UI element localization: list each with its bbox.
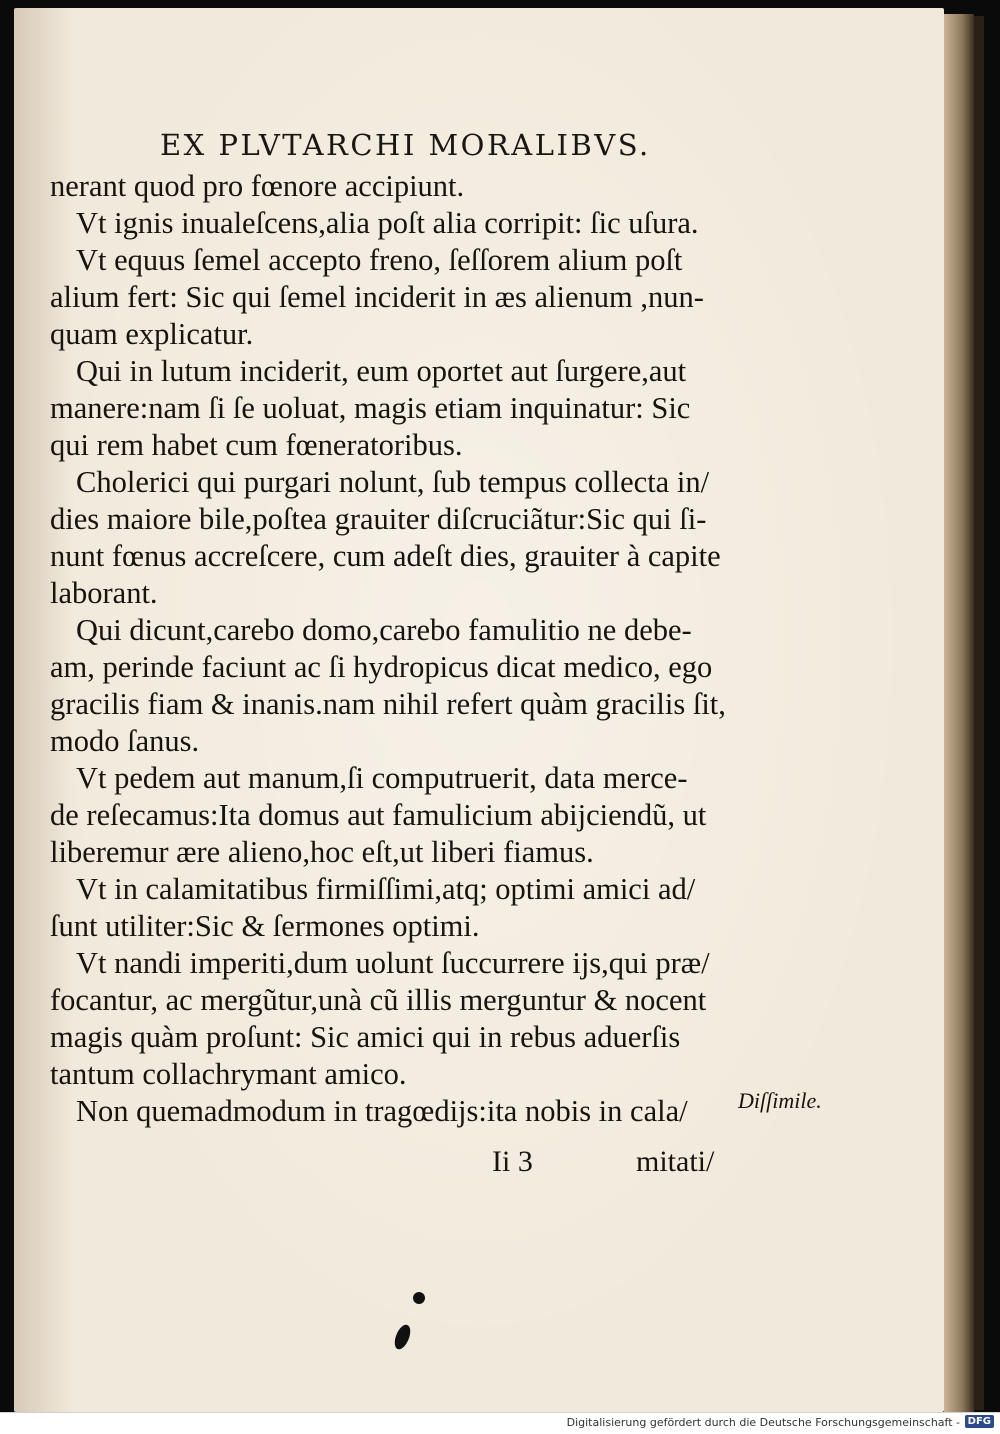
book-edge-shadow xyxy=(974,16,984,1410)
text-block xyxy=(50,168,736,1130)
text-line: modo ſanus. xyxy=(50,724,200,758)
text-line: Vt equus ſemel accepto freno, ſeſſorem alium poſt xyxy=(76,243,683,277)
ink-blot xyxy=(413,1292,425,1304)
running-head: EX PLVTARCHI MORALIBVS. xyxy=(160,128,651,162)
text-line: am, perinde faciunt ac ſi hydropicus dicat medico, ego xyxy=(50,650,713,684)
text-line: dies maiore bile,poſtea grauiter diſcruciãtur:Sic qui ſi- xyxy=(50,502,707,536)
text-line: liberemur ære alieno,hoc eſt,ut liberi fiamus. xyxy=(50,835,594,869)
text-line: quam explicatur. xyxy=(50,317,254,351)
catchword: mitati/ xyxy=(636,1145,715,1178)
text-line: laborant. xyxy=(50,576,158,610)
text-line: focantur, ac mergũtur,unà cũ illis merguntur & nocent xyxy=(50,983,707,1017)
text-line: Vt ignis inualeſcens,alia poſt alia corripit: ſic uſura. xyxy=(76,206,699,240)
text-line: Vt pedem aut manum,ſi computruerit, data merce- xyxy=(76,761,688,795)
footer-bar xyxy=(0,1412,1000,1434)
text-line: manere:nam ſi ſe uoluat, magis etiam inquinatur: Sic xyxy=(50,391,691,425)
text-line: Qui in lutum inciderit, eum oportet aut ſurgere,aut xyxy=(76,354,687,388)
text-line: alium fert: Sic qui ſemel inciderit in æs alienum ,nun- xyxy=(50,280,704,314)
text-line: nunt fœnus accreſcere, cum adeſt dies, grauiter à capite xyxy=(50,539,721,573)
text-line: Vt nandi imperiti,dum uolunt ſuccurrere ijs,qui præ/ xyxy=(76,946,710,980)
text-line: nerant quod pro fœnore accipiunt. xyxy=(50,169,465,203)
text-line: Cholerici qui purgari nolunt, ſub tempus collecta in/ xyxy=(76,465,710,499)
text-line: magis quàm proſunt: Sic amici qui in rebus aduerſis xyxy=(50,1020,681,1054)
text-line: Non quemadmodum in tragœdijs:ita nobis in cala/ xyxy=(76,1094,688,1128)
dfg-logo[interactable]: DFG xyxy=(965,1415,994,1428)
book-edge xyxy=(944,14,974,1412)
text-line: Qui dicunt,carebo domo,carebo famulitio ne debe- xyxy=(76,613,692,647)
marginal-note: Diſſimile. xyxy=(738,1088,822,1113)
funding-credit: Digitalisierung gefördert durch die Deutsche Forschungsgemeinschaft - xyxy=(566,1416,960,1429)
signature-mark: Ii 3 xyxy=(492,1145,533,1178)
text-line: qui rem habet cum fœneratoribus. xyxy=(50,428,463,462)
text-line: gracilis fiam & inanis.nam nihil refert quàm gracilis ſit, xyxy=(50,687,726,721)
text-line: de reſecamus:Ita domus aut famulicium abijciendũ, ut xyxy=(50,798,707,832)
text-line: ſunt utiliter:Sic & ſermones optimi. xyxy=(50,909,480,943)
text-line: tantum collachrymant amico. xyxy=(50,1057,407,1091)
text-line: Vt in calamitatibus firmiſſimi,atq; optimi amici ad/ xyxy=(76,872,696,906)
